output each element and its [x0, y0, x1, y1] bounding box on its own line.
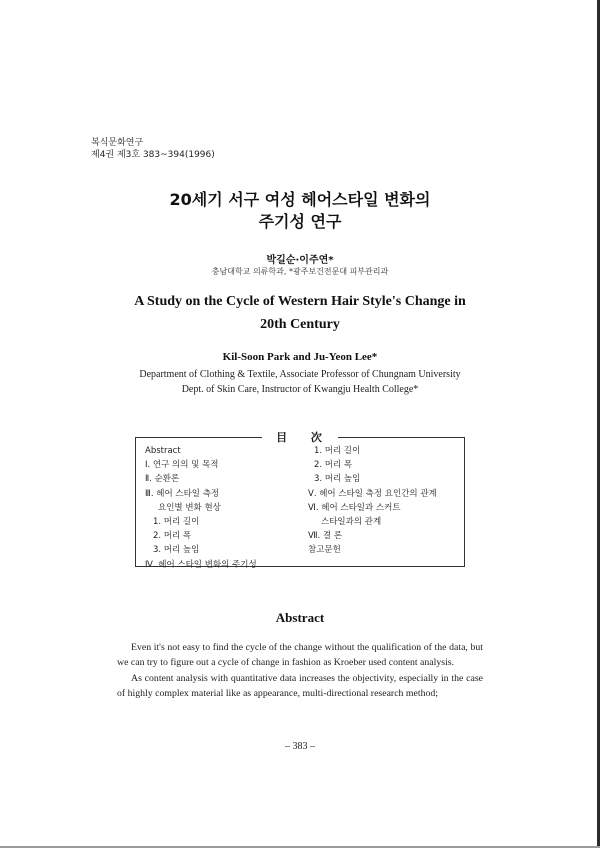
- korean-authors: 박길순·이주연*: [266, 255, 334, 266]
- toc-right-column: [308, 444, 437, 558]
- toc-item: 1. 머리 길이: [153, 517, 200, 528]
- abstract-heading: Abstract: [275, 610, 325, 625]
- toc-item: 스타일과의 관계: [321, 517, 382, 528]
- journal-name: 복식문화연구: [91, 138, 144, 148]
- toc-item: Ⅶ. 결 론: [308, 531, 343, 542]
- toc-item: 3. 머리 높임: [153, 545, 200, 556]
- toc-item: 1. 머리 길이: [314, 446, 361, 456]
- korean-title-line2: 주기성 연구: [258, 212, 342, 231]
- toc-item: Abstract: [145, 446, 181, 456]
- english-title-line1: A Study on the Cycle of Western Hair Style's Change in: [134, 294, 466, 309]
- toc-item: 2. 머리 폭: [314, 460, 353, 471]
- toc-title: [0, 429, 600, 445]
- toc-item: Ⅲ. 헤어 스타일 측정: [145, 488, 220, 499]
- toc-left-column: [145, 444, 257, 572]
- toc-item: 2. 머리 폭: [153, 531, 192, 542]
- english-affiliation-line2: Dept. of Skin Care, Instructor of Kwangju Health College*: [181, 384, 419, 395]
- abstract-body: [117, 640, 483, 701]
- toc-item: Ⅵ. 헤어 스타일과 스커트: [308, 502, 401, 513]
- toc-item: Ⅰ. 연구 의의 및 목적: [145, 460, 219, 471]
- toc-item: Ⅳ. 헤어 스타일 변화의 주기성: [145, 559, 257, 570]
- toc-item: 요인별 변화 현상: [158, 502, 221, 513]
- abstract-paragraph: As content analysis with quantitative data increases the objectivity, especially in the case of highly complex material like as appearance, multi-directional research method;: [117, 672, 483, 699]
- english-authors: Kil-Soon Park and Ju-Yeon Lee*: [222, 351, 378, 363]
- journal-info: [91, 137, 215, 161]
- journal-issue: 제4권 제3호 383~394(1996): [91, 150, 215, 160]
- english-title-line2: 20th Century: [260, 317, 340, 332]
- toc-title-text: 目 次: [262, 431, 338, 444]
- toc-item: 3. 머리 높임: [314, 474, 361, 485]
- toc-item: 참고문헌: [308, 545, 341, 556]
- english-affiliation-line1: Department of Clothing & Textile, Associate Professor of Chungnam University: [139, 369, 461, 380]
- page-number: – 383 –: [285, 741, 315, 752]
- korean-affiliation: 충남대학교 의류학과, *광주보건전문대 피부관리과: [211, 267, 389, 276]
- abstract-paragraph: Even it's not easy to find the cycle of the change without the qualification of the data, but we can try to figure out a cycle of change in fashion as Kroeber used content analysis.: [117, 642, 483, 669]
- english-affiliation: [0, 367, 600, 397]
- toc-item: Ⅴ. 헤어 스타일 측정 요인간의 관계: [308, 488, 437, 499]
- english-title: [0, 290, 600, 336]
- korean-title: [0, 189, 600, 233]
- toc-item: Ⅱ. 순환론: [145, 474, 180, 485]
- korean-title-line1: 20세기 서구 여성 헤어스타일 변화의: [169, 190, 431, 209]
